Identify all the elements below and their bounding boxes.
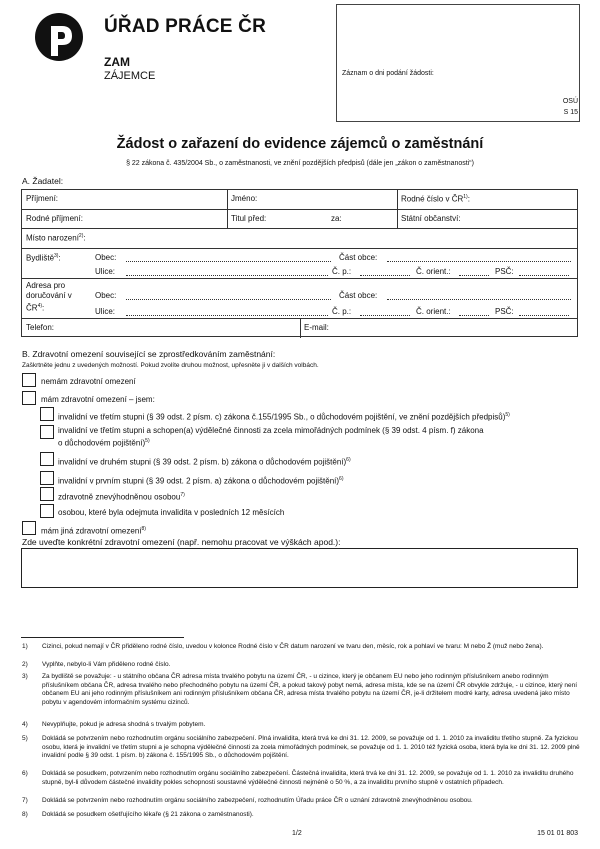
title-after-label: za: <box>331 214 342 223</box>
footnote <box>22 811 582 820</box>
footnote-text: Nevyplňujte, pokud je adresa shodná s trvalým pobytem. <box>42 721 206 728</box>
orient-no-label: Č. orient.: <box>416 267 451 276</box>
urad-prace-logo <box>34 12 84 62</box>
mailing-house-no-label: Č. p.: <box>332 307 352 316</box>
footnote <box>22 673 582 707</box>
footnote <box>22 721 582 730</box>
footnote-text: Vyplňte, nebylo-li Vám přiděleno rodné číslo. <box>42 661 171 668</box>
citizenship-label: Státní občanství: <box>401 214 461 223</box>
disability-revoked-label: osobou, které byla odejmuta invalidita v posledních 12 měsících <box>58 508 285 517</box>
phone-field[interactable] <box>22 319 300 338</box>
disadvantaged-label: zdravotně znevýhodněnou osobou$^{7)}$ <box>58 492 185 502</box>
row-birth-surname <box>22 210 577 229</box>
form-id-1: OSÚ <box>562 98 578 105</box>
birth-number-field[interactable]: Rodné číslo v ČR$^{1)}$: <box>401 194 470 204</box>
footnote-text: Za bydliště se považuje: - u státního občana ČR adresa místa trvalého pobytu na území ČR, - u cizince, který je občanem EU nebo jeho rodinným příslušníkem anebo rodinným příslušníkem občana ČR, adresa trvalého nebo přechodného pobytu na území ČR, a pokud takový pobyt nemá, adresa místa, kde se na území ČR obvykle zdržuje, - u cizince, který není občanem EU ani jeho rodinným příslušníkem ani rodinným příslušníkem občana ČR, adresa místa trvalého pobytu na území ČR, je-li držitelem modré karty, adresa uvedená jako místo pobytu v agendovém informačním systému cizinců. <box>42 673 578 706</box>
disability-3-label: invalidní ve třetím stupni (§ 39 odst. 2 písm. c) zákona č.155/1995 Sb., o důchodovém pojištění, ve znění pozdějších předpisů)$^{5)}$ <box>58 412 510 422</box>
law-reference: § 22 zákona č. 435/2004 Sb., o zaměstnanosti, ve znění pozdějších předpisů (dále jen „zákon o zaměstnanosti“) <box>126 160 474 167</box>
footnote <box>22 735 582 761</box>
first-name-field[interactable] <box>227 190 397 209</box>
mailing-municipality-input[interactable] <box>126 299 331 300</box>
section-b-instruction: Zaškrtněte jednu z uvedených možností. Pokud zvolíte druhou možnost, upřesněte ji v dalších volbách. <box>22 362 319 369</box>
birth-surname-field[interactable] <box>22 210 227 228</box>
disability-1-checkbox[interactable] <box>40 471 54 485</box>
section-b-heading: B. Zdravotní omezení související se zprostředkováním zaměstnání: <box>22 349 276 359</box>
disability-1-label: invalidní v prvním stupni (§ 39 odst. 2 písm. a) zákona o důchodovém pojištění)$^{6)}$ <box>58 476 344 486</box>
title-before-label: Titul před: <box>231 214 267 223</box>
row-names <box>22 190 577 210</box>
footnote-text: Dokládá se potvrzením nebo rozhodnutím orgánu sociálního zabezpečení, rozhodnutím Úřadu práce ČR o uznání zdravotně znevýhodněnou osobou. <box>42 797 473 804</box>
row-mailing <box>22 279 577 319</box>
title-before-field[interactable] <box>227 210 327 228</box>
street-label: Ulice: <box>95 267 116 276</box>
street-input[interactable] <box>126 275 328 276</box>
phone-label: Telefon: <box>26 323 55 332</box>
footnote-text: Dokládá se posudkem, potvrzením nebo rozhodnutím orgánu sociálního zabezpečení. Částečná invalidita, která trvá ke dni 31. 12. 2009, se považuje od 1. 1. 2010 za invaliditu druhého stupně, byl-li důvodem částečné invalidity pokles schopnosti soustavné výdělečné činnosti nejméně o 50 %, a za invaliditu prvního stupně v ostatních případech. <box>42 770 574 786</box>
disability-revoked-checkbox[interactable] <box>40 504 54 518</box>
first-name-label: Jméno: <box>231 194 258 203</box>
mailing-label: Adresa pro doručování v ČR$^{4)}$: <box>26 281 72 313</box>
footnote-number: 5) <box>22 735 28 742</box>
has-limitation-label: mám zdravotní omezení – jsem: <box>41 395 155 404</box>
other-limitation-checkbox[interactable] <box>22 521 36 535</box>
row-birthplace <box>22 229 577 249</box>
form-subject: ZÁJEMCE <box>104 70 156 82</box>
footnote-divider <box>21 637 184 638</box>
title-after-field[interactable] <box>327 210 397 228</box>
disability-2-checkbox[interactable] <box>40 452 54 466</box>
fn-ref: 2) <box>78 233 84 239</box>
footnote <box>22 770 582 787</box>
footnote-number: 1) <box>22 643 28 650</box>
mailing-house-no-input[interactable] <box>360 315 410 316</box>
municipality-label: Obec: <box>95 253 117 262</box>
residence-label: Bydliště$^{3)}$: <box>26 253 61 263</box>
form-code: ZAM <box>104 55 130 69</box>
zip-input[interactable] <box>519 275 569 276</box>
mailing-zip-input[interactable] <box>519 315 569 316</box>
mailing-orient-no-label: Č. orient.: <box>416 307 451 316</box>
specify-textarea[interactable] <box>21 548 578 588</box>
surname-field[interactable] <box>22 190 227 209</box>
page-title: Žádost o zařazení do evidence zájemců o zaměstnání <box>116 136 484 152</box>
birthplace-label: Místo narození <box>26 233 79 243</box>
mailing-municipality-label: Obec: <box>95 291 117 300</box>
email-label: E-mail: <box>304 323 329 332</box>
zip-label: PSČ: <box>495 267 514 276</box>
footnote-number: 7) <box>22 797 28 804</box>
house-no-label: Č. p.: <box>332 267 352 276</box>
mailing-zip-label: PSČ: <box>495 307 514 316</box>
row-contact <box>22 319 577 338</box>
footnote <box>22 643 582 652</box>
other-limitation-label: mám jiná zdravotní omezení$^{8)}$ <box>41 526 146 536</box>
footnote-text: Dokládá se posudkem ošetřujícího lékaře (§ 21 zákona o zaměstnanosti). <box>42 811 254 818</box>
footnote-number: 6) <box>22 770 28 777</box>
mailing-street-label: Ulice: <box>95 307 116 316</box>
mailing-street-input[interactable] <box>126 315 328 316</box>
disability-3-checkbox[interactable] <box>40 407 54 421</box>
disability-3-capable-checkbox[interactable] <box>40 425 54 439</box>
mailing-municipality-part-input[interactable] <box>387 299 571 300</box>
applicant-grid <box>21 189 578 337</box>
disadvantaged-checkbox[interactable] <box>40 487 54 501</box>
footnote-number: 2) <box>22 661 28 668</box>
municipality-input[interactable] <box>126 261 331 262</box>
birthplace-field[interactable]: Místo narození$^{2)}$: <box>26 233 86 243</box>
form-id-2: S 15 <box>563 109 578 116</box>
footnote-number: 3) <box>22 673 28 680</box>
footnote-text: Cizinci, pokud nemají v ČR přiděleno rodné číslo, uvedou v kolonce Rodné číslo v ČR datum narození ve tvaru den, měsíc, rok a pohlaví ve tvaru: M nebo Ž (muž nebo žena). <box>42 643 544 650</box>
fn-ref: 1) <box>463 194 468 200</box>
form-number: 15 01 01 803 <box>537 830 578 837</box>
municipality-part-label: Část obce: <box>339 253 378 262</box>
orient-no-input[interactable] <box>459 275 489 276</box>
receipt-stamp-box <box>336 4 580 122</box>
footnote-number: 4) <box>22 721 28 728</box>
email-field[interactable] <box>300 319 577 338</box>
office-name: ÚŘAD PRÁCE ČR <box>104 16 266 37</box>
receipt-label: Záznam o dni podání žádosti: <box>342 70 434 77</box>
footnote-number: 8) <box>22 811 28 818</box>
disability-3-capable-label: invalidní ve třetím stupni a schopen(a) výdělečné činnosti za zcela mimořádných podmínek (§ 39 odst. 4 písm. f) zákona o důchodovém pojištění)$^{5)}$ <box>58 426 484 448</box>
surname-label: Příjmení: <box>26 194 59 203</box>
mailing-municipality-part-label: Část obce: <box>339 291 378 300</box>
specify-label: Zde uveďte konkrétní zdravotní omezení (např. nemohu pracovat ve výškách apod.): <box>22 537 341 547</box>
municipality-part-input[interactable] <box>387 261 571 262</box>
footnote-text: Dokládá se potvrzením nebo rozhodnutím orgánu sociálního zabezpečení. Plná invalidita, která trvá ke dni 31. 12. 2009, se považuje od 1. 1. 2010 za invaliditu třetího stupně. Za fyzickou osobu, která je invalidní ve třetím stupni a je schopna výdělečné činnosti za zcela mimořádných podmínek, se považuje od 1. 1. 2010 též fyzická osoba, která byla ke dni 31. 12. 2009 plně invalidní podle § 39 odst. 1 písm. b) zákona č. 155/1995 Sb., o důchodovém pojištění. <box>42 735 580 759</box>
footnote <box>22 661 582 670</box>
mailing-orient-no-input[interactable] <box>459 315 489 316</box>
citizenship-field[interactable] <box>397 210 577 228</box>
section-a-heading: A. Žadatel: <box>22 176 64 186</box>
no-limitation-checkbox[interactable] <box>22 373 36 387</box>
birth-surname-label: Rodné příjmení: <box>26 214 83 223</box>
has-limitation-checkbox[interactable] <box>22 391 36 405</box>
footnote <box>22 797 582 806</box>
no-limitation-label: nemám zdravotní omezení <box>41 377 136 386</box>
house-no-input[interactable] <box>360 275 410 276</box>
page-number: 1/2 <box>292 830 302 837</box>
birth-number-label: Rodné číslo v ČR <box>401 194 464 204</box>
row-residence <box>22 249 577 279</box>
disability-2-label: invalidní ve druhém stupni (§ 39 odst. 2 písm. b) zákona o důchodovém pojištění)$^{6)}$ <box>58 457 351 467</box>
